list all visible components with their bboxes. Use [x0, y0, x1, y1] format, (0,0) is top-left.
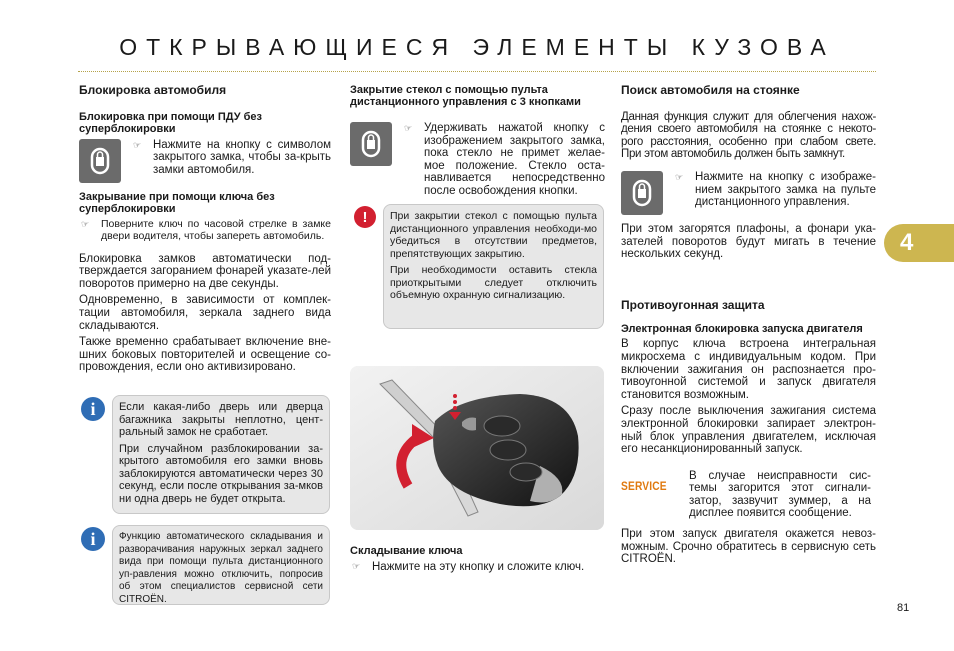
section-heading-windows: Закрытие стекол с помощью пульта дистанционного управления с 3 кнопками	[350, 84, 581, 108]
paragraph-mirrors: Одновременно, в зависимости от комплек-тации автомобиля, зеркала заднего вида складываются.	[79, 294, 331, 332]
bullet-hand-icon: ☞	[352, 561, 361, 571]
paragraph-locator: Данная функция служит для облегчения нахож-дения своего автомобиля на стоянке с некото-рого расстояния, особенно при слабом свете. При этом автомобиль должен быть замкнут.	[621, 110, 876, 161]
window-closing-text: Удерживать нажатой кнопку с изображением закрытого замка, пока стекло не примет желае-мое положение. Стекло оста-навливается непосредственно после освобождения кнопки.	[424, 122, 605, 197]
lock-button-icon	[79, 139, 121, 183]
lock-button-icon	[350, 122, 392, 166]
paragraph-lights: Также временно срабатывает включение вне-шних боковых повторителей и освещение со-провождения, если оно активизировано.	[79, 336, 331, 374]
paragraph-immobiliser: Сразу после выключения зажигания система электронной блокировки запирает электрон-ный блок управления двигателем, исключая его несанкционированный запуск.	[621, 405, 876, 456]
warning-icon: !	[354, 206, 376, 228]
bullet-hand-icon: ☞	[81, 218, 90, 229]
service-warning-icon: SERVICE	[621, 478, 667, 493]
paragraph-contact-service: При этом запуск двигателя окажется невоз-можным. Срочно обратитесь в сервисную сеть CITROËN.	[621, 528, 876, 566]
column-vehicle-locator	[621, 84, 876, 570]
locator-bullet-text: Нажмите на кнопку с изображе-нием закрытого замка на пульте дистанционного управления.	[695, 170, 876, 209]
subheading-key-folding: Складывание ключа	[350, 545, 463, 557]
section-heading-locator: Поиск автомобиля на стоянке	[621, 83, 800, 97]
service-warning	[621, 470, 876, 524]
warning-alarm-text: При необходимости оставить стекла приоткрытыми следует отключить объемную охранную сигнализацию.	[390, 264, 597, 301]
info-mirrors-text: Функцию автоматического складывания и разворачивания наружных зеркал заднего вида при помощи пульта дистанционного уп-равления можно отключить, попросив об этом специалистов сервисной сети CITROËN.	[119, 531, 323, 605]
subheading-immobiliser: Электронная блокировка запуска двигателя	[621, 323, 863, 336]
subheading-key-locking: Закрывание при помощи ключа без суперблокировки	[79, 190, 275, 215]
chapter-tab: 4	[884, 224, 954, 262]
bullet-hand-icon: ☞	[675, 171, 684, 182]
warning-box-windows	[383, 204, 604, 329]
info-box-doors	[112, 395, 330, 514]
section-heading-antitheft: Противоугонная защита	[621, 297, 765, 312]
paragraph-chip: В корпус ключа встроена интегральная микросхема с индивидуальным кодом. При включении зажигания он распознается про-тивоугонной системой и запуск двигателя становится возможным.	[621, 338, 876, 401]
key-lock-instruction	[79, 218, 331, 247]
key-lock-text: Поверните ключ по часовой стрелке в замке двери водителя, чтобы запереть автомобиль.	[101, 217, 331, 243]
service-warning-text: В случае неисправности сис-темы загорится этот сигнали-затор, зазвучит зуммер, а на дисплее появится сообщение.	[689, 469, 871, 520]
paragraph-lights-blink: При этом загорятся плафоны, а фонари ука-зателей поворотов будут мигать в течение нескольких секунд.	[621, 222, 876, 261]
info-icon: i	[81, 527, 105, 551]
info-doors-text: Если какая-либо дверь или дверца багажника закрыты неплотно, цент-ральный замок не сработает.	[119, 401, 323, 438]
window-closing-instruction	[350, 122, 605, 202]
lock-button-icon	[621, 171, 663, 215]
info-relock-text: При случайном разблокировании за-крытого автомобиля его замки вновь заблокируются автоматически через 30 секунд, если после открывания за-мков ни одна дверь не будет открыта.	[119, 442, 323, 505]
locator-instruction	[621, 171, 876, 215]
remote-lock-instruction	[79, 139, 331, 183]
column-vehicle-locking	[79, 84, 331, 378]
warning-objects-text: При закрытии стекол с помощью пульта дистанционного управления необходи-мо убедиться в отсутствии предметов, препятствующих закрытию.	[390, 210, 597, 260]
subheading-remote-locking: Блокировка при помощи ПДУ без суперблокировки	[79, 110, 262, 135]
key-folding-section	[350, 545, 605, 577]
key-folding-photo	[350, 366, 604, 530]
bullet-hand-icon: ☞	[133, 139, 142, 150]
paragraph-confirmation: Блокировка замков автоматически под-тверждается загоранием фонарей указате-лей поворотов примерно на две секунды.	[79, 252, 331, 290]
column-window-closing	[350, 84, 605, 202]
bullet-hand-icon: ☞	[404, 123, 413, 133]
page-title: ОТКРЫВАЮЩИЕСЯ ЭЛЕМЕНТЫ КУЗОВА	[119, 34, 835, 60]
key-folding-text: Нажмите на эту кнопку и сложите ключ.	[372, 561, 585, 573]
page-number: 81	[897, 602, 910, 614]
title-divider	[78, 71, 876, 72]
remote-lock-text: Нажмите на кнопку с символом закрытого замка, чтобы за-крыть замки автомобиля.	[153, 138, 331, 176]
section-heading-locking: Блокировка автомобиля	[79, 83, 227, 97]
info-box-mirrors	[112, 525, 330, 605]
info-icon: i	[81, 397, 105, 421]
